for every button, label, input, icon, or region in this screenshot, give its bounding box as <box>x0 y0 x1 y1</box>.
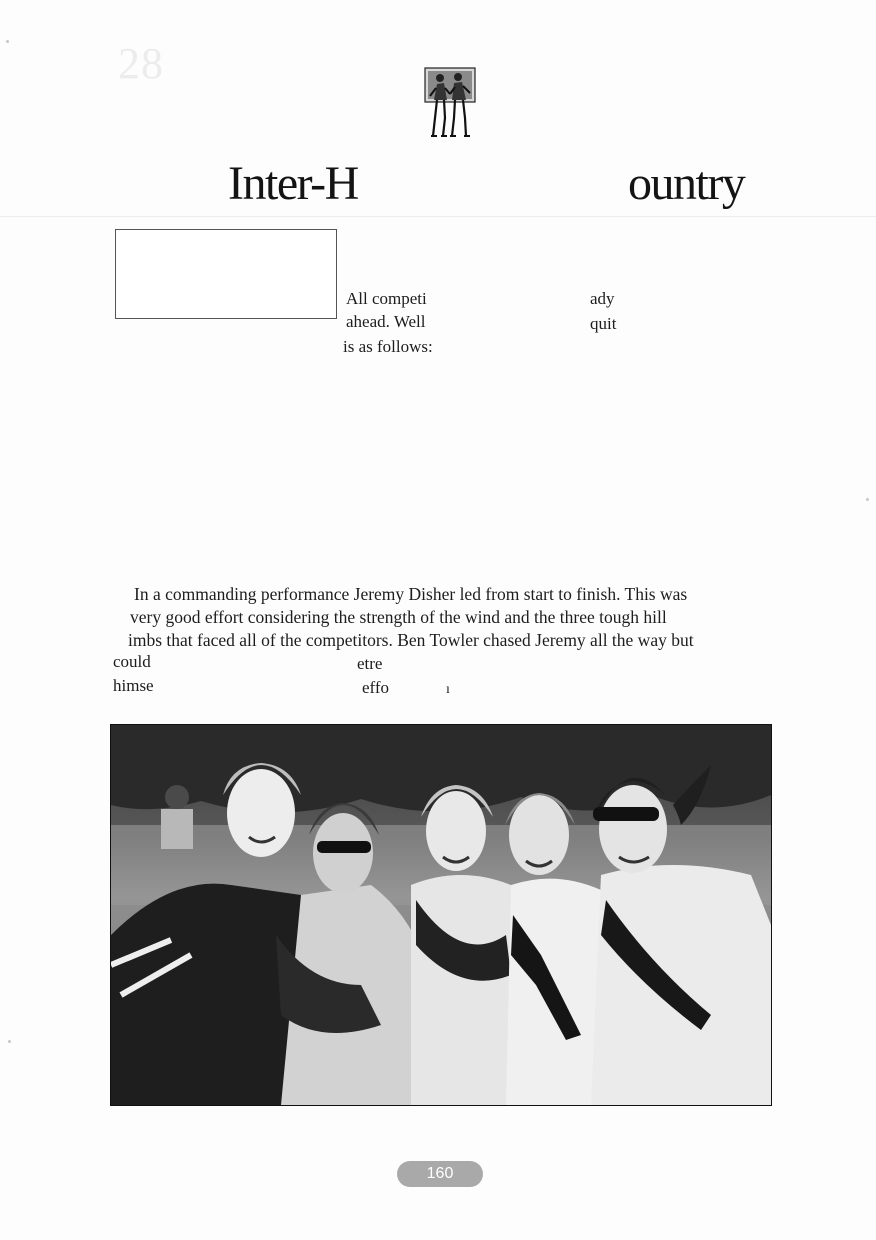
paragraph-line-5-right: ı <box>446 682 450 697</box>
margin-mark <box>8 1040 11 1043</box>
intro-line-2-left: ahead. Well <box>346 312 426 331</box>
paragraph-line: In a commanding performance Jeremy Disher led from start to finish. This was <box>134 584 688 604</box>
intro-line-3-left: is as follows: <box>343 337 433 356</box>
paragraph-line-4-mid: etre <box>357 654 383 673</box>
paragraph-line: imbs that faced all of the competitors. Ben Towler chased Jeremy all the way but <box>128 630 694 650</box>
paragraph-line-5-left: himse <box>113 676 154 695</box>
runners-logo-icon <box>424 66 476 140</box>
paragraph-line: very good effort considering the strength of the wind and the three tough hill <box>130 607 667 627</box>
intro-line-2-right: quit <box>590 314 617 333</box>
paragraph-line-5-mid: effo <box>362 678 390 697</box>
margin-mark <box>866 498 869 501</box>
intro-line-1-left: All competi <box>346 289 427 308</box>
blank-info-box <box>115 229 337 319</box>
paragraph-line-4-left: could <box>113 652 151 671</box>
faint-number: 28 <box>118 39 164 88</box>
faint-section-number <box>112 38 164 89</box>
race-report-paragraph <box>112 583 774 652</box>
page-number-badge <box>397 1161 483 1187</box>
title-fragment-right: ountry <box>628 157 745 210</box>
intro-line-1-right: ady <box>590 289 615 308</box>
page-number: 160 <box>426 1165 454 1182</box>
team-photo <box>110 724 772 1106</box>
title-fragment-left: Inter-H <box>228 157 358 210</box>
margin-mark <box>6 40 9 43</box>
page-fold-line <box>0 216 876 217</box>
